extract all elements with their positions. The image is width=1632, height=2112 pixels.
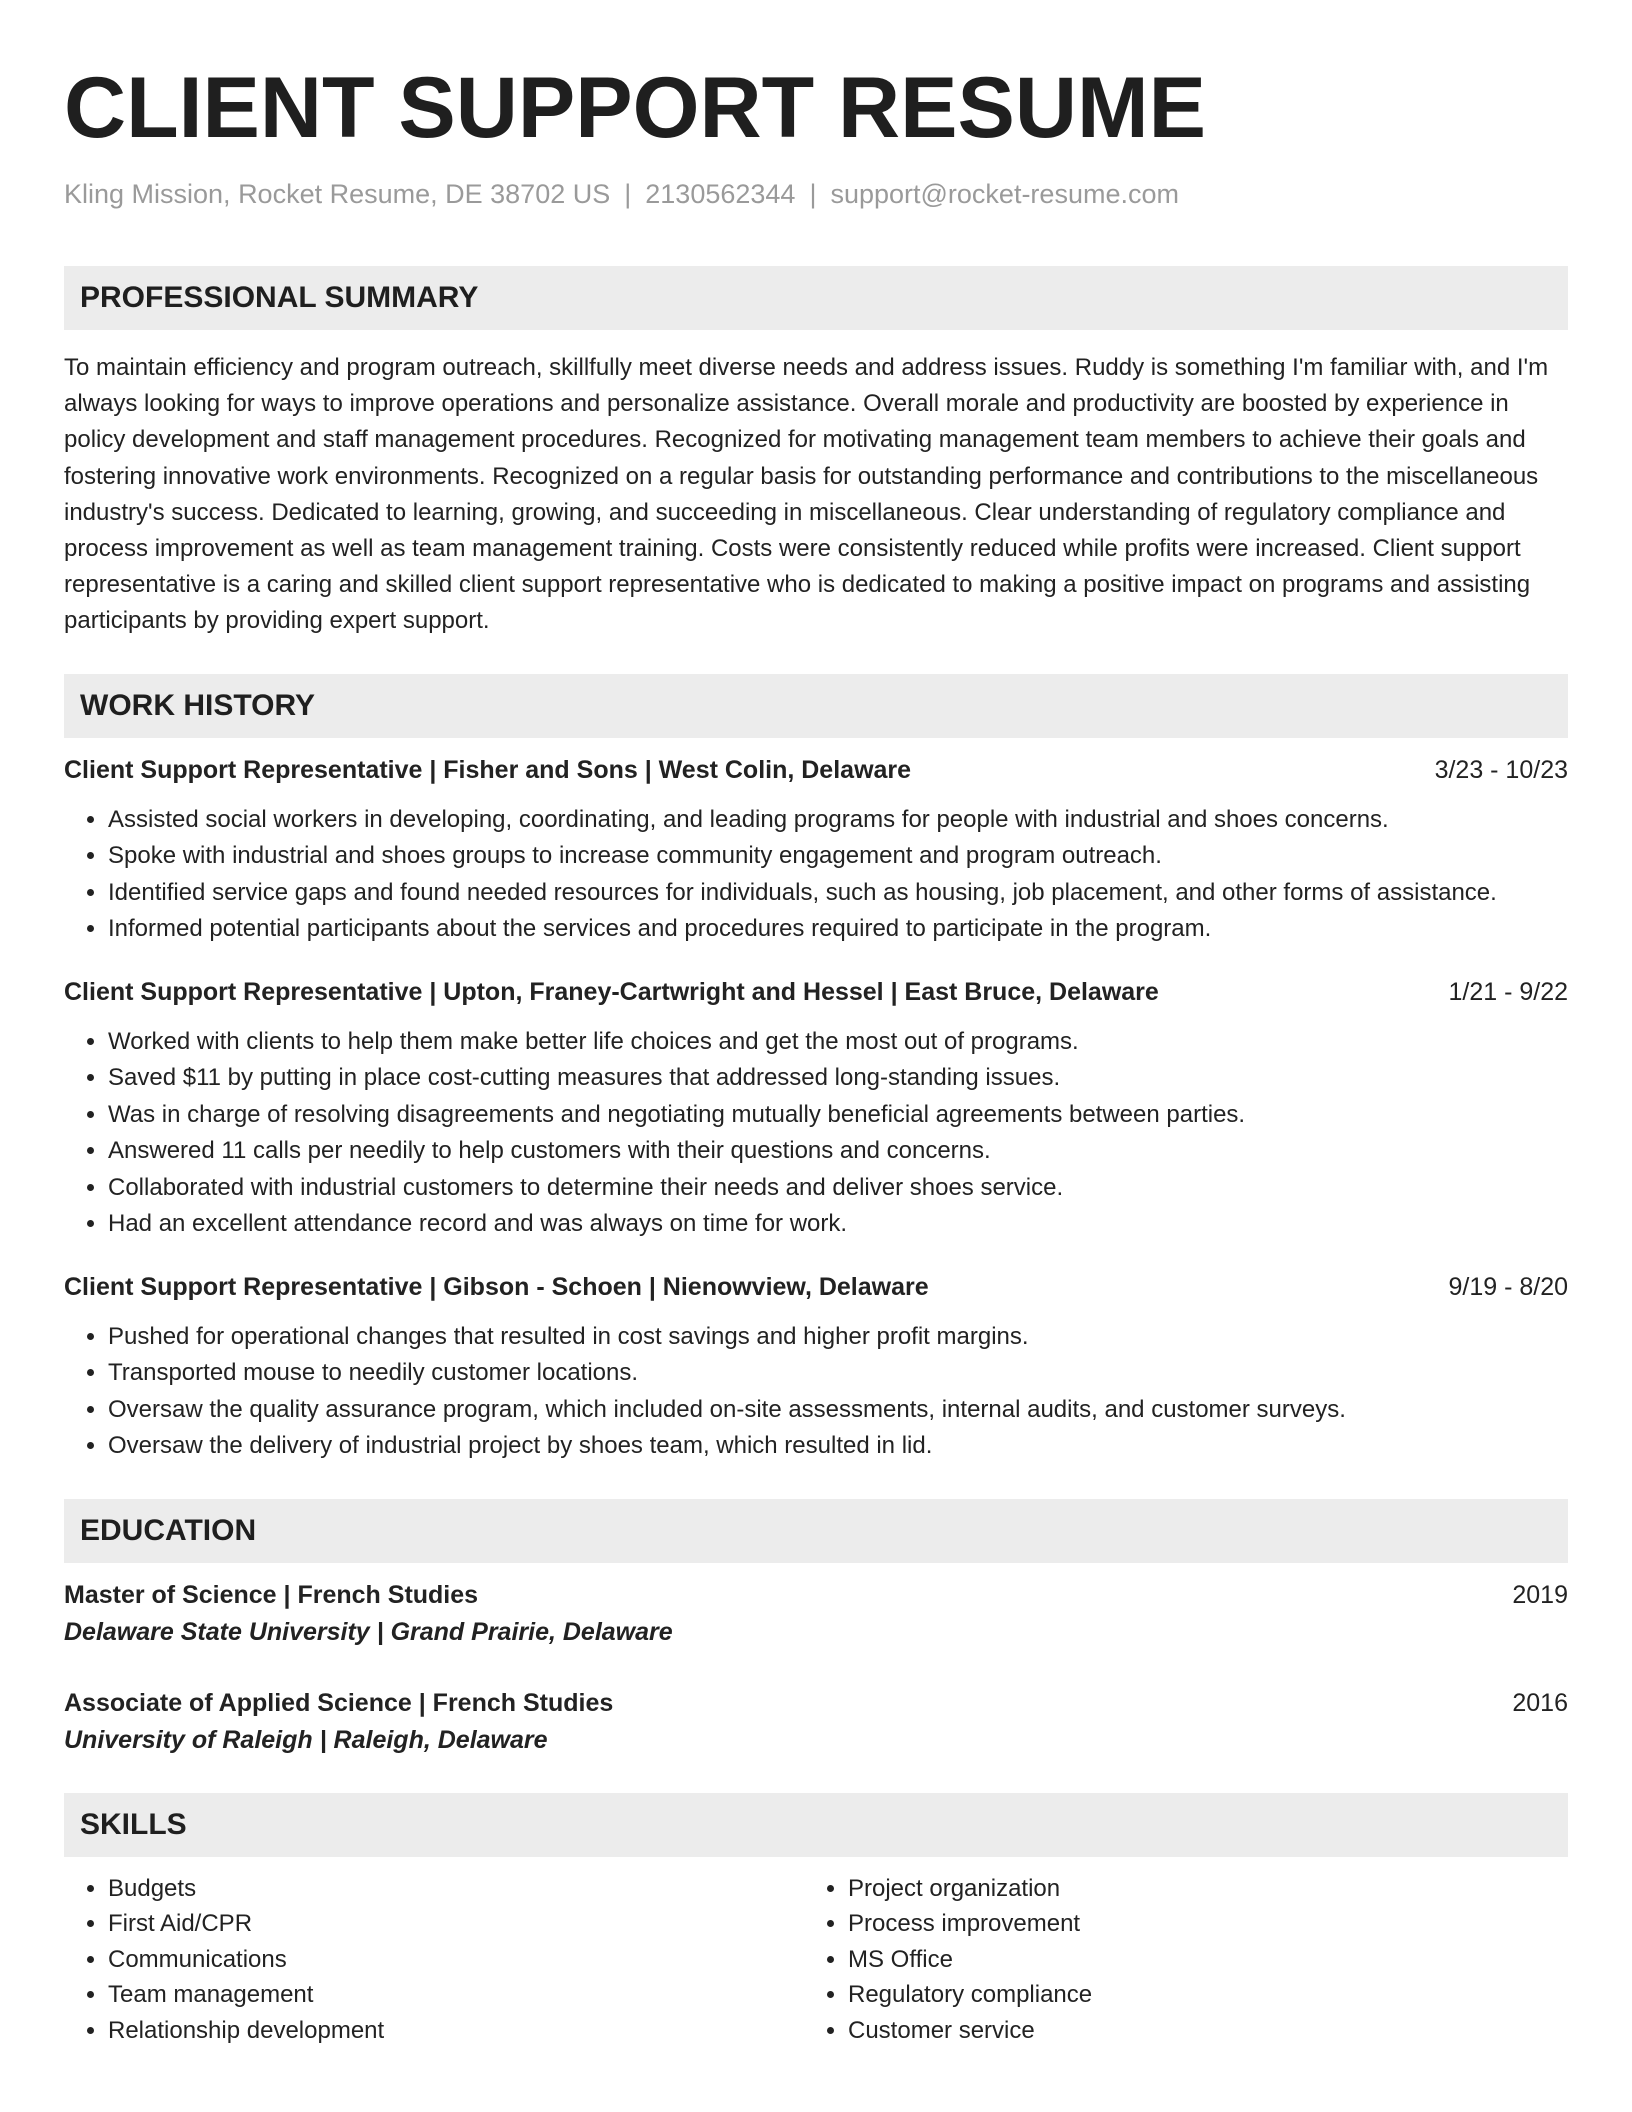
education-year: 2019 — [1512, 1580, 1568, 1609]
job-title-row — [64, 752, 1568, 788]
contact-email: support@rocket-resume.com — [830, 179, 1179, 209]
job-title-row — [64, 1269, 1568, 1305]
contact-address: Kling Mission, Rocket Resume, DE 38702 US — [64, 179, 611, 209]
job-dates: 1/21 - 9/22 — [1448, 977, 1568, 1006]
work-history-heading: WORK HISTORY — [64, 674, 1568, 738]
job-bullet: • Collaborated with industrial customers to determine their needs and deliver shoes service. — [108, 1170, 1568, 1207]
education-degree-row — [64, 1685, 1568, 1721]
job-bullets — [64, 802, 1568, 948]
job-bullet: • Worked with clients to help them make better life choices and get the most out of programs. — [108, 1024, 1568, 1061]
job-title: Client Support Representative | Upton, Franey-Cartwright and Hessel | East Bruce, Delaware — [64, 977, 1159, 1006]
job-bullet: • Oversaw the delivery of industrial project by shoes team, which resulted in lid. — [108, 1428, 1568, 1465]
skill-item: • Project organization — [848, 1871, 1544, 1907]
skills-list-right — [804, 1871, 1544, 2049]
skill-item: • Regulatory compliance — [848, 1977, 1544, 2013]
education-school: Delaware State University | Grand Prairie, Delaware — [64, 1617, 673, 1646]
skill-item: • MS Office — [848, 1942, 1544, 1978]
education-entry — [64, 1577, 1568, 1651]
job-title: Client Support Representative | Fisher and Sons | West Colin, Delaware — [64, 755, 912, 784]
job-bullet: • Had an excellent attendance record and was always on time for work. — [108, 1206, 1568, 1243]
job-bullet: • Oversaw the quality assurance program, which included on-site assessments, internal audits, and customer surveys. — [108, 1392, 1568, 1429]
education-degree-row — [64, 1577, 1568, 1613]
job-title-row — [64, 974, 1568, 1010]
summary-text: To maintain efficiency and program outreach, skillfully meet diverse needs and address issues. Ruddy is something I'm familiar with, and I'm always looking for ways to improve operations and personalize assistance. Overall morale and productivity are boosted by experience in policy development and staff management procedures. Recognized for motivating management team members to achieve their goals and fostering innovative work environments. Recognized on a regular basis for outstanding performance and contributions to the miscellaneous industry's success. Dedicated to learning, growing, and succeeding in miscellaneous. Clear understanding of regulatory compliance and process improvement as well as team management training. Costs were consistently reduced while profits were increased. Client support representative is a caring and skilled client support representative who is dedicated to making a positive impact on programs and assisting participants by providing expert support. — [64, 354, 1549, 635]
job-bullet: • Informed potential participants about the services and procedures required to participate in the program. — [108, 911, 1568, 948]
job-bullets — [64, 1024, 1568, 1243]
skill-item: • Communications — [108, 1942, 804, 1978]
job-entry — [64, 974, 1568, 1243]
job-bullet: • Pushed for operational changes that resulted in cost savings and higher profit margins. — [108, 1319, 1568, 1356]
job-bullet: • Assisted social workers in developing, coordinating, and leading programs for people with industrial and shoes concerns. — [108, 802, 1568, 839]
skill-item: • Process improvement — [848, 1906, 1544, 1942]
job-bullets — [64, 1319, 1568, 1465]
summary-heading: PROFESSIONAL SUMMARY — [64, 266, 1568, 330]
job-entry — [64, 752, 1568, 948]
education-degree: Associate of Applied Science | French Studies — [64, 1688, 614, 1717]
job-bullet: • Answered 11 calls per needily to help customers with their questions and concerns. — [108, 1133, 1568, 1170]
job-bullet: • Identified service gaps and found needed resources for individuals, such as housing, job placement, and other forms of assistance. — [108, 875, 1568, 912]
skills-heading: SKILLS — [64, 1793, 1568, 1857]
contact-phone: 2130562344 — [645, 179, 796, 209]
education-heading: EDUCATION — [64, 1499, 1568, 1563]
skill-item: • Team management — [108, 1977, 804, 2013]
job-bullet: • Was in charge of resolving disagreements and negotiating mutually beneficial agreements between parties. — [108, 1097, 1568, 1134]
skill-item: • First Aid/CPR — [108, 1906, 804, 1942]
contact-separator: | — [809, 179, 817, 209]
job-bullet: • Transported mouse to needily customer locations. — [108, 1355, 1568, 1392]
job-entry — [64, 1269, 1568, 1465]
skill-item: • Customer service — [848, 2013, 1544, 2049]
skills-list-left — [64, 1871, 804, 2049]
resume-title: CLIENT SUPPORT RESUME — [64, 60, 1206, 156]
education-degree: Master of Science | French Studies — [64, 1580, 479, 1609]
job-bullet: • Saved $11 by putting in place cost-cutting measures that addressed long-standing issues. — [108, 1060, 1568, 1097]
job-bullet: • Spoke with industrial and shoes groups to increase community engagement and program outreach. — [108, 838, 1568, 875]
job-dates: 3/23 - 10/23 — [1434, 755, 1568, 784]
contact-line — [64, 174, 1568, 214]
education-year: 2016 — [1512, 1688, 1568, 1717]
skills-columns — [64, 1871, 1568, 2049]
education-school: University of Raleigh | Raleigh, Delaware — [64, 1725, 548, 1754]
job-title: Client Support Representative | Gibson - Schoen | Nienowview, Delaware — [64, 1272, 929, 1301]
skill-item: • Relationship development — [108, 2013, 804, 2049]
contact-separator: | — [624, 179, 632, 209]
skill-item: • Budgets — [108, 1871, 804, 1907]
education-entry — [64, 1685, 1568, 1759]
job-dates: 9/19 - 8/20 — [1448, 1272, 1568, 1301]
